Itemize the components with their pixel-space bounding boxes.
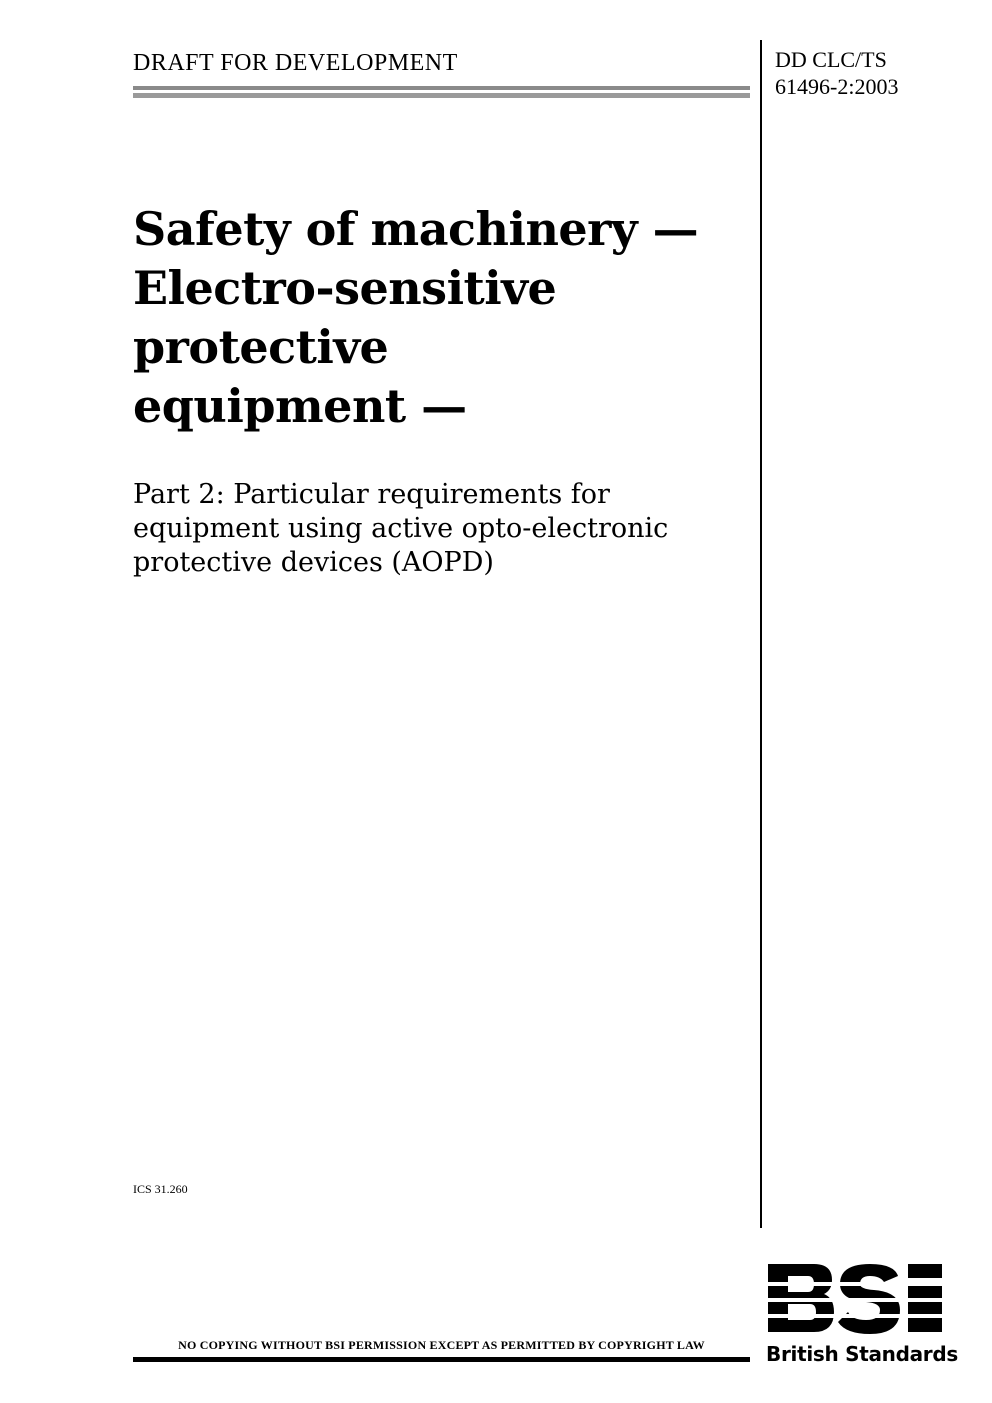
title-line: Safety of machinery —: [133, 202, 699, 256]
subtitle-line: equipment using active opto-electronic: [133, 513, 669, 544]
bsi-logo-mark: [766, 1262, 946, 1342]
vertical-divider: [760, 40, 762, 1228]
bsi-logo-caption: British Standards: [766, 1342, 958, 1366]
document-code: [775, 46, 975, 100]
ics-code: ICS 31.260: [133, 1182, 188, 1196]
header-rule-secondary: [133, 93, 750, 98]
document-code-line1: DD CLC/TS: [775, 47, 887, 72]
document-title: [133, 200, 743, 436]
title-line: protective: [133, 320, 389, 374]
title-line: Electro-sensitive: [133, 261, 557, 315]
draft-label: DRAFT FOR DEVELOPMENT: [133, 50, 458, 76]
document-code-line2: 61496-2:2003: [775, 74, 899, 99]
title-line: equipment —: [133, 379, 467, 433]
footer-rule: [133, 1357, 750, 1362]
subtitle-line: Part 2: Particular requirements for: [133, 479, 610, 510]
header-rule: [133, 86, 750, 90]
copyright-notice: NO COPYING WITHOUT BSI PERMISSION EXCEPT AS PERMITTED BY COPYRIGHT LAW: [178, 1338, 705, 1352]
subtitle-line: protective devices (AOPD): [133, 547, 494, 578]
document-subtitle: [133, 478, 753, 580]
